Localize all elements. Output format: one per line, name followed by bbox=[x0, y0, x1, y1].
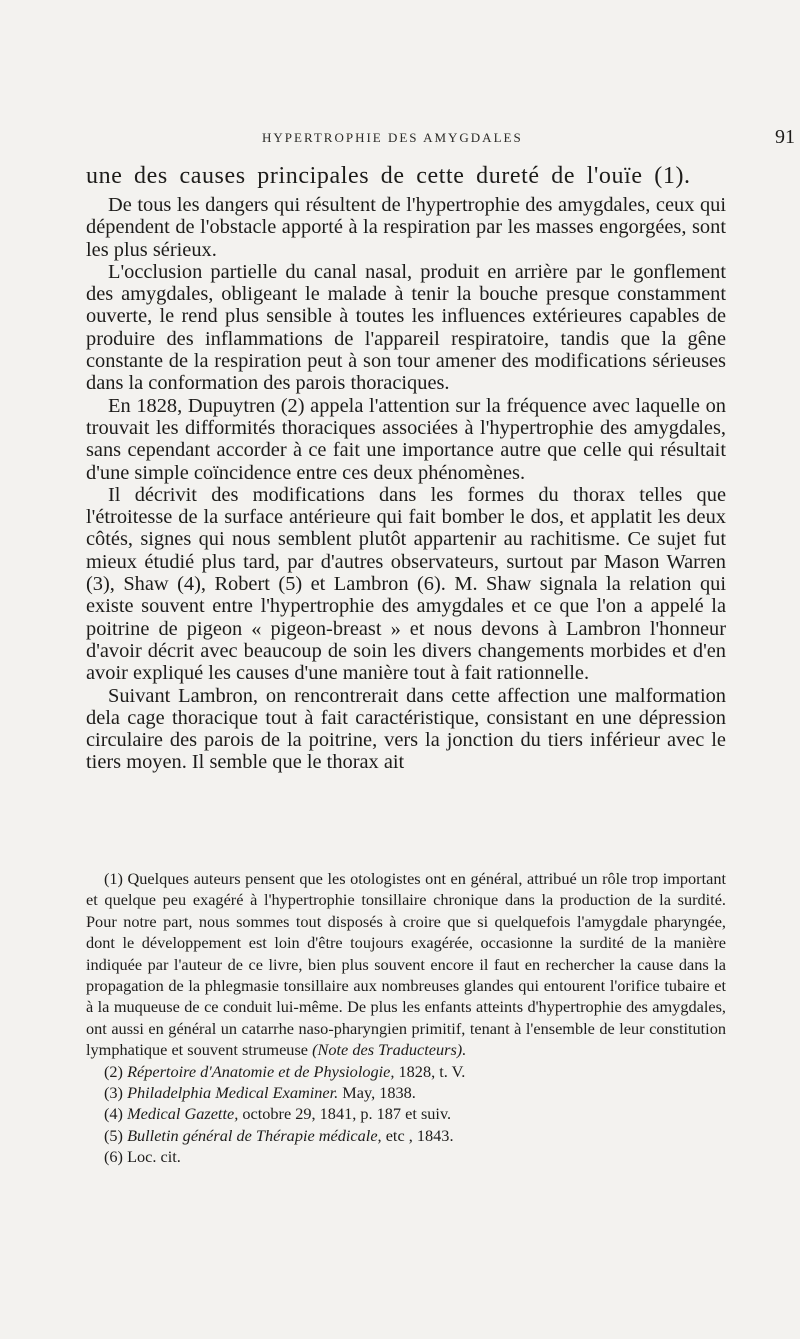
footnote-number: (4) bbox=[104, 1104, 123, 1124]
footnote-ref bbox=[86, 1061, 726, 1082]
main-text bbox=[86, 162, 726, 774]
footnote-ref bbox=[86, 1103, 726, 1124]
footnote-source-detail: etc , 1843. bbox=[381, 1125, 454, 1145]
footnote-source-detail: octobre 29, 1841, p. 187 et suiv. bbox=[238, 1104, 452, 1124]
page-header bbox=[100, 128, 800, 150]
opening-line: une des causes principales de cette dureté de l'ouïe (1). bbox=[86, 163, 691, 189]
footnote-source-title: Répertoire d'Anatomie et de Physiologie, bbox=[127, 1061, 395, 1081]
running-title: HYPERTROPHIE DES AMYGDALES bbox=[262, 130, 523, 145]
footnotes bbox=[86, 868, 726, 1168]
footnote-source-detail: May, 1838. bbox=[338, 1083, 416, 1103]
footnote-source-title: Bulletin général de Thérapie médicale, bbox=[127, 1125, 382, 1145]
footnote-number: (5) bbox=[104, 1125, 123, 1145]
paragraph: Suivant Lambron, on rencontrerait dans cette affection une malformation dela cage thoracique tout à fait caractéristique, consistant en une dépression circulaire des parois de la poitrine, vers la jonction du tiers inférieur avec le tiers moyen. Il semble que le thorax ait bbox=[86, 684, 726, 774]
footnote-number: (6) bbox=[104, 1147, 123, 1167]
paragraph: L'occlusion partielle du canal nasal, produit en arrière par le gonflement des amygdales, obligeant le malade à tenir la bouche presque constamment ouverte, le rend plus sensible à toutes les influences extérieures capables de produire des inflammations de l'appareil respiratoire, tandis que la gêne constante de la respiration peut à son tour amener des modifications sérieuses dans la conformation des parois thoraciques. bbox=[86, 260, 726, 395]
footnote-1-text: (1) Quelques auteurs pensent que les otologistes ont en général, attribué un rôle trop important et quelque peu exagéré à l'hypertrophie tonsillaire chronique dans la production de la surdité. Pour notre part, nous sommes tout disposés à croire que si quelquefois l'amygdale pharyngée, dont le développement est loin d'être toujours exagérée, occasionne la surdité de la manière indiquée par l'auteur de ce livre, bien plus souvent encore il faut en rechercher la cause dans la propagation de la phlegmasie tonsillaire aux nombreuses glandes qui entourent l'orifice tubaire et à la muqueuse de ce conduit lui-même. De plus les enfants atteints d'hypertrophie des amygdales, ont aussi en général un catarrhe naso-pharyngien primitif, tenant à l'ensemble de leur constitution lymphatique et souvent strumeuse bbox=[86, 869, 726, 1060]
footnote-ref bbox=[86, 1146, 726, 1167]
footnote-1-attribution: (Note des Traducteurs). bbox=[312, 1040, 467, 1060]
paragraph: Il décrivit des modifications dans les formes du thorax telles que l'étroitesse de la surface antérieure qui fait bomber le dos, et applatit les deux côtés, signes qui nous semblent plutôt appartenir au rachitisme. Ce sujet fut mieux étudié plus tard, par d'autres observateurs, surtout par Mason Warren (3), Shaw (4), Robert (5) et Lambron (6). M. Shaw signala la relation qui existe souvent entre l'hypertrophie des amygdales et ce que l'on a appelé la poitrine de pigeon « pigeon-breast » et nous devons à Lambron l'honneur d'avoir décrit avec beaucoup de soin les divers changements morbides et d'en avoir expliqué les causes d'une manière tout à fait rationnelle. bbox=[86, 483, 726, 685]
page-number: 91 bbox=[775, 126, 795, 148]
footnote-number: (2) bbox=[104, 1061, 123, 1081]
footnote-1 bbox=[86, 868, 726, 1061]
footnote-source-title: Medical Gazette, bbox=[127, 1104, 239, 1124]
footnote-number: (3) bbox=[104, 1083, 123, 1103]
paragraph: En 1828, Dupuytren (2) appela l'attention sur la fréquence avec laquelle on trouvait les difformités thoraciques associées à l'hypertrophie des amygdales, sans cependant accorder à ce fait une importance autre que celle qui résultait d'une simple coïncidence entre ces deux phénomènes. bbox=[86, 394, 726, 484]
footnote-ref bbox=[86, 1082, 726, 1103]
footnote-source-detail: 1828, t. V. bbox=[394, 1061, 466, 1081]
footnote-source-title: Philadelphia Medical Examiner. bbox=[127, 1083, 339, 1103]
footnote-source-detail: Loc. cit. bbox=[127, 1147, 181, 1167]
footnote-ref bbox=[86, 1125, 726, 1146]
paragraph: De tous les dangers qui résultent de l'hypertrophie des amygdales, ceux qui dépendent de l'obstacle apporté à la respiration par les masses engorgées, sont les plus sérieux. bbox=[86, 194, 726, 261]
